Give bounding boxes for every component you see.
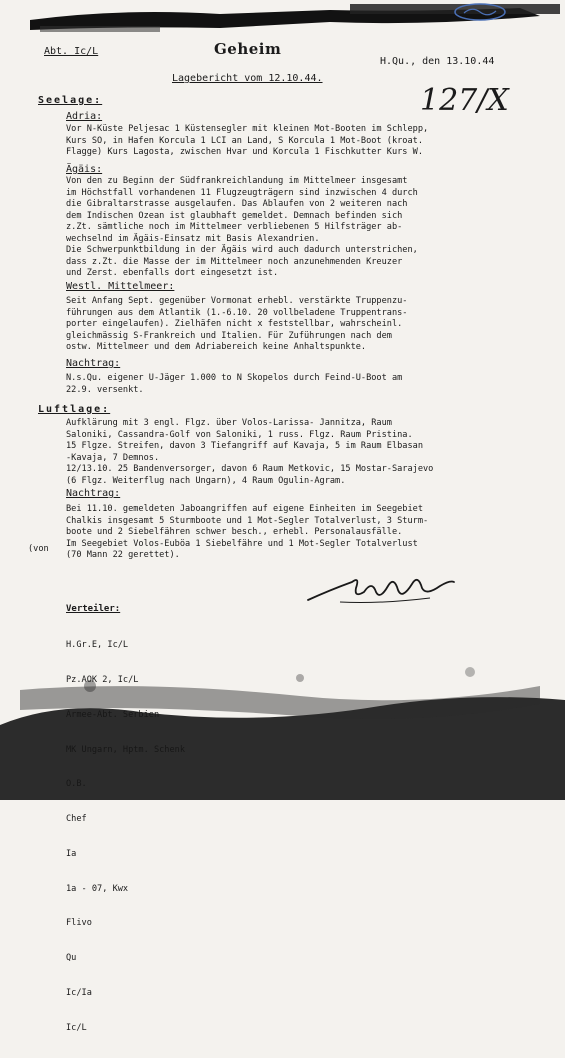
circle-stamp-icon bbox=[452, 2, 508, 22]
aegaeis-text: Von den zu Beginn der Südfrankreichlandung im Mittelmeer insgesamt im Höchstfall vorhandenen 11 Flugzeugträgern sind inzwischen 4 durch die Gibraltarstrasse ausgelaufen. Das Ablaufen von 2 weiteren nach dem Indischen Ozean ist glaubhaft gemeldet. Demnach befinden sich z.Zt. sämtliche noch im Mittelmeer verbliebenen 5 Hilfsträger ab- wechselnd im Ägäis-Einsatz mit Basis Alexandrien. Die Schwerpunktbildung in der Ägäis wird auch dadurch unterstrichen, dass z.Zt. die Masse der im Mittelmeer noch anzunehmenden Kreuzer und Zerst. ebenfalls dort eingesetzt ist. bbox=[66, 176, 418, 278]
verteiler-item: Pz.AOK 2, Ic/L bbox=[66, 674, 139, 685]
westl-mittelmeer-heading: Westl. Mittelmeer: bbox=[66, 281, 175, 292]
photocopy-smudge-bottom bbox=[0, 630, 565, 800]
margin-note: (von bbox=[28, 544, 49, 554]
luftlage-nachtrag-heading: Nachtrag: bbox=[66, 488, 121, 499]
verteiler-item: Ia bbox=[66, 848, 77, 859]
verteiler-item: Flivo bbox=[66, 918, 92, 929]
classification-label: Geheim bbox=[214, 40, 282, 58]
verteiler-item: Ic/L bbox=[66, 1022, 87, 1033]
adria-text: Vor N-Küste Peljesac 1 Küstensegler mit kleinen Mot-Booten im Schlepp, Kurs SO, in Hafen Korcula 1 LCI an Land, S Korcula 1 Mot-Boot (kroat. Flagge) Kurs Lagosta, zwischen Hvar und Korcula 1 Fischkutter Kurs W. bbox=[66, 124, 429, 157]
luftlage-heading: Luftlage: bbox=[38, 404, 111, 415]
report-title: Lagebericht vom 12.10.44. bbox=[172, 73, 323, 84]
westl-mittelmeer-text: Seit Anfang Sept. gegenüber Vormonat erhebl. verstärkte Truppenzu- führungen aus dem Atlantik (1.-6.10. 20 vollbeladene Truppentrans- porter eingelaufen). Zielhäfen nicht x feststellbar, wahrscheinl. gleichmässig S-Frankreich und Italien. Für Zuführungen nach dem ostw. Mittelmeer und dem Adriabereich keine Anhaltspunkte. bbox=[66, 296, 408, 352]
seelage-nachtrag-text: N.s.Qu. eigener U-Jäger 1.000 to N Skopelos durch Feind-U-Boot am 22.9. versenkt. bbox=[66, 373, 403, 395]
adria-heading: Adria: bbox=[66, 111, 103, 122]
location-date: H.Qu., den 13.10.44 bbox=[380, 56, 495, 67]
verteiler-item: Ic/Ia bbox=[66, 988, 92, 998]
aegaeis-heading: Ägäis: bbox=[66, 164, 103, 175]
verteiler-item: 1a - 07, Kwx bbox=[66, 883, 129, 894]
verteiler-item: Qu bbox=[66, 953, 77, 964]
verteiler-item: H.Gr.E, Ic/L bbox=[66, 640, 129, 651]
verteiler-heading: Verteiler: bbox=[66, 604, 121, 614]
verteiler-item: Chef bbox=[66, 814, 87, 825]
seelage-nachtrag-heading: Nachtrag: bbox=[66, 358, 121, 369]
department-label: Abt. Ic/L bbox=[44, 46, 99, 57]
handwritten-number: 127/X bbox=[420, 83, 509, 118]
luftlage-text: Aufklärung mit 3 engl. Flgz. über Volos-Larissa- Jannitza, Raum Saloniki, Cassandra-Golf von Saloniki, 1 russ. Flgz. Raum Pristina. 15 Flgze. Streifen, davon 3 Tiefangriff auf Kavaja, 5 im Raum Elbasan -Kavaja, 7 Demnos. 12/13.10. 25 Bandenversorger, davon 6 Raum Metkovic, 15 Mostar-Sarajevo (6 Flgz. Weiterflug nach Ungarn), 4 Raum Ogulin-Agram. bbox=[66, 418, 434, 486]
seelage-heading: Seelage: bbox=[38, 95, 103, 106]
luftlage-nachtrag-text: Bei 11.10. gemeldeten Jaboangriffen auf eigene Einheiten im Seegebiet Chalkis insgesamt 5 Sturmboote und 1 Mot-Segler Totalverlust, 3 Sturm- boote und 2 Siebelfähren schwer besch., erhebl. Personalausfälle. Im Seegebiet Volos-Euböa 1 Siebelfähre und 1 Mot-Segler Totalverlust (70 Mann 22 gerettet). bbox=[66, 504, 429, 560]
handwritten-signature bbox=[300, 562, 460, 612]
